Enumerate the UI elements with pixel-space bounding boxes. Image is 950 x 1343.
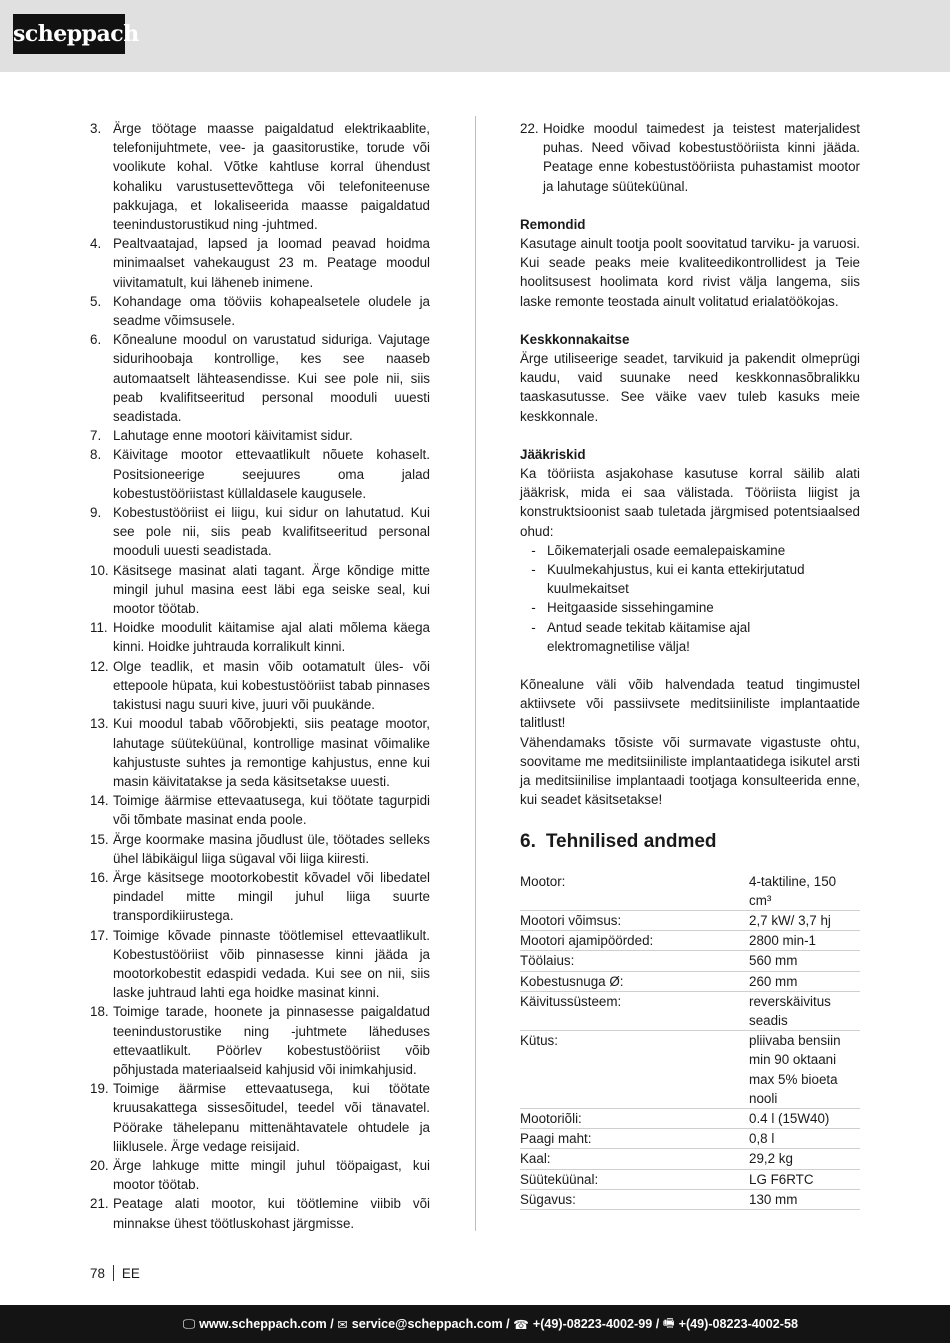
list-item [90,445,430,503]
fax-number: +(49)-08223-4002-58 [678,1317,798,1331]
list-item-text: Ärge käsitsege mootorkobestit kõvadel või libedatel pindadel mitte mingil juhul liiga suurte transpordikiirustega. [113,869,430,924]
phone-icon: ☎ [513,1317,529,1332]
implant-advice: Vähendamaks tõsiste või surmavate vigastuste ohtu, soovitame me meditsiiniliste implantaatidega isikutel arsti ja meditsiinilise implantaadi tootjaga konsulteerida enne, kui seadet käsitsetakse! [520,734,860,808]
spec-label: Kobestusnuga Ø: [520,971,749,991]
table-row [520,1129,860,1149]
spec-value: 130 mm [749,1189,860,1209]
list-item-text: Toimige äärmise ettevaatusega, kui töötate kruusakattega sissesõitudel, teedel või tänavatel. Pöörake tähelepanu mittenähtavatele ohtudele ja liiklusele. Ärge vedage reisijaid. [113,1081,430,1154]
list-item-number: 5. [90,293,102,309]
spec-label: Mootori võimsus: [520,910,749,930]
list-item-number: 8. [90,447,102,463]
list-item-number: 20. [90,1157,109,1173]
spec-label: Mootor: [520,872,749,911]
list-item [90,119,430,234]
list-item [90,561,430,619]
spec-label: Kütus: [520,1031,749,1109]
list-item-number: 6. [90,332,102,348]
page-number: 78 [90,1265,105,1281]
brand-logo: scheppach [13,14,125,54]
contact-bar [0,1305,950,1343]
table-row [520,971,860,991]
list-item [90,830,430,868]
table-row [520,910,860,930]
list-item [90,426,430,445]
environment-title: Keskkonnakaitse [520,331,630,347]
list-item-text: Toimige äärmise ettevaatusega, kui töötate tagurpidi või tõmbate masinat enda poole. [113,793,430,828]
spec-label: Mootoriõli: [520,1108,749,1128]
list-item-text: Heitgaaside sissehingamine [547,600,714,616]
spec-value: 4-taktiline, 150 cm³ [749,872,860,911]
table-row [520,1149,860,1169]
list-item: - Heitgaaside sissehingamine [520,598,860,617]
list-item-number: 16. [90,869,109,885]
spec-label: Paagi maht: [520,1129,749,1149]
list-item: - Antud seade tekitab käitamise ajal elektromagnetilise välja! [520,618,860,656]
list-item-text: Hoidke moodulit käitamise ajal alati mõlema käega kinni. Hoidke juhtrauda korralikult kinni. [113,620,430,655]
list-item-text: Pealtvaatajad, lapsed ja loomad peavad hoidma minimaalset vahekaugust 23 m. Peatage moodul viivitamatult, kui läheneb inimene. [113,236,430,290]
spec-label: Kaal: [520,1149,749,1169]
table-row [520,1108,860,1128]
table-row [520,1031,860,1109]
list-item-text: Lahutage enne mootori käivitamist sidur. [113,428,353,444]
list-item-number: 4. [90,236,102,252]
list-item [90,657,430,715]
list-item: - Kuulmekahjustus, kui ei kanta ettekirjutatud kuulmekaitset [520,560,860,598]
specs-table [520,872,860,1210]
right-column [520,119,860,1210]
list-item-number: 22. [520,121,539,136]
list-item [90,926,430,1003]
list-item [90,1079,430,1156]
language-code: EE [121,1265,140,1281]
list-item-number: 7. [90,428,102,444]
spec-value: reverskäivitus seadis [749,991,860,1030]
list-item-number: 18. [90,1004,109,1020]
list-item-number: 12. [90,658,109,674]
spec-label: Süüteküünal: [520,1169,749,1189]
spec-label: Sügavus: [520,1189,749,1209]
list-item-text: Ärge koormake masina jõudlust üle, töötades selleks ühel läbikäigul liiga sügaval või liiga kiiresti. [113,831,430,866]
list-item [90,868,430,926]
header-band [0,0,950,72]
spec-value: 260 mm [749,971,860,991]
list-item-number: 10. [90,562,109,578]
repairs-title: Remondid [520,216,586,232]
list-item-text: Kui moodul tabab võõrobjekti, siis peatage mootor, lahutage süüteküünal, kontrollige masinat võimalike kahjustuste suhtes ja remontige kahjustus, enne kui masin käivitatakse ja seda käsitsetakse uuesti. [113,716,430,789]
list-item-text: Käivitage mootor ettevaatlikult nõuete kohaselt. Positsioneerige seejuures oma jalad kobestustööriistast küllaldasele kaugusele. [113,447,430,501]
list-item [90,292,430,330]
list-item [90,1194,430,1232]
list-item-text: Kõnealune moodul on varustatud siduriga. Vajutage sidurihoobaja kontrollige, kes see naaseb automaatselt lähteasendisse. Kui see pole nii, siis peab kvalifitseeritud personal mooduli uuesti seadistada. [113,332,430,425]
list-item-text: Käsitsege masinat alati tagant. Ärge kõndige mitte mingil juhul masina eest läbi ega seiske seal, kui mootor töötab. [113,562,430,617]
list-item-number: 19. [90,1081,109,1097]
list-item-text: Olge teadlik, et masin võib ootamatult üles- või ettepoole hüpata, kui kobestustööriist tabab pinnases takistusi nagu suuri kive, juuri või puukände. [113,658,430,713]
residual-risks-text: Ka tööriista asjakohase kasutuse korral säilib alati jääkrisk, mida ei saa välistada. Tööriista liigist ja konstruktsioonist saab tuletada järgmised potentsiaalsed ohud: [520,466,860,539]
website-link[interactable]: www.scheppach.com / [199,1317,334,1331]
table-row [520,1169,860,1189]
spec-label: Käivitussüsteem: [520,991,749,1030]
column-divider [475,116,476,1231]
list-item [520,119,860,196]
list-item-number: 9. [90,505,102,521]
footer-separator [113,1265,114,1281]
list-item-number: 17. [90,927,109,943]
list-item-text: Hoidke moodul taimedest ja teistest materjalidest puhas. Need võivad kobestustööriista kinni jääda. Peatage enne kobestustööriista puhastamist mootor ja lahutage süüteküünal. [543,121,860,194]
list-item-text: Toimige tarade, hoonete ja pinnasesse paigaldatud teenindustorustike ning -juhtmete läheduses ettevaatlikult. Pöörlev kobestustööriist võib põhjustada materiaalseid kahjusid või inimkahjusid. [113,1004,430,1077]
spec-value: LG F6RTC [749,1169,860,1189]
fax-icon: 🖷 [662,1315,675,1330]
list-item [90,618,430,656]
list-item [90,330,430,426]
list-item-number: 13. [90,716,109,732]
list-item-number: 3. [90,121,102,136]
list-item: - Lõikematerjali osade eemalepaiskamine [520,541,860,560]
list-item [90,234,430,292]
spec-value: 2,7 kW/ 3,7 hj [749,910,860,930]
spec-value: 0.4 l (15W40) [749,1108,860,1128]
residual-risks-list [520,541,860,656]
spec-value: 29,2 kg [749,1149,860,1169]
spec-value: 0,8 l [749,1129,860,1149]
list-item-number: 11. [90,620,108,636]
table-row [520,991,860,1030]
list-item-text: Antud seade tekitab käitamise ajal elektromagnetilise välja! [547,619,751,654]
phone-number: +(49)-08223-4002-99 / [532,1317,660,1331]
list-item-text: Kobestustööriist ei liigu, kui sidur on lahutatud. Kui see pole nii, siis peab kvalifitseeritud personal mooduli uuesti seadistada. [113,505,430,559]
section-title: Tehnilised andmed [545,830,717,852]
spec-value: 2800 min-1 [749,931,860,951]
list-item [90,1156,430,1194]
list-item-number: 21. [90,1196,109,1212]
list-item-number: 15. [90,831,109,847]
email-link[interactable]: service@scheppach.com / [351,1317,510,1331]
section-heading [520,830,860,854]
list-item [90,503,430,561]
environment-text: Ärge utiliseerige seadet, tarvikuid ja pakendit olmeprügi kaudu, vaid suunake need keskkonnasõbralikku taaskasutusse. See väike vaev tuleb kasuks meie keskkonnale. [520,351,860,424]
page-footer [90,1265,140,1281]
list-item [90,1002,430,1079]
list-item-text: Peatage alati mootor, kui töötlemine viibib või minnakse ühest töötluskohast järgmisse. [113,1196,430,1231]
table-row [520,872,860,911]
monitor-icon: 🖵 [182,1316,196,1331]
table-row [520,931,860,951]
list-item-text: Toimige kõvade pinnaste töötlemisel ettevaatlikult. Kobestustööriist võib pinnasesse kinni jääda ja mootorkobestit edaspidi vedada. Kui see on nii, siis laske juhtraud lahti ega hoidke masinat kinni. [113,927,430,1001]
repairs-text: Kasutage ainult tootja poolt soovitatud tarviku- ja varuosi. Kui seade peaks meie kvaliteedikontrollidest ja Teie hoolitsusest hoolimata kord rivist välja langema, siis laske remonte teostada ainult volitatud erialatöökojas. [520,236,860,309]
list-item-text: Lõikematerjali osade eemalepaiskamine [547,542,786,558]
spec-label: Mootori ajamipöörded: [520,931,749,951]
list-item-text: Ärge lahkuge mitte mingil juhul tööpaigast, kui mootor töötab. [113,1157,430,1193]
left-column [90,119,430,1233]
list-item-text: Kohandage oma tööviis kohapealsetele oludele ja seadme võimsusele. [113,293,430,329]
list-item-text: Kuulmekahjustus, kui ei kanta ettekirjutatud kuulmekaitset [547,562,805,597]
list-item-number: 14. [90,793,109,809]
spec-label: Töölaius: [520,951,749,971]
section-number: 6. [520,830,536,852]
list-item-text: Ärge töötage maasse paigaldatud elektrikaablite, telefonijuhtmete, vee- ja gaasitorustike, torude või voolikute kohal. Võtke kahtluse korral ühendust kohaliku varustusettevõttega või telefoniteenuse pakkujaga, et lokaliseerida maasse paigaldatud teenindustorustikud ning -juhtmed. [113,121,430,233]
list-item [90,714,430,791]
table-row [520,951,860,971]
spec-value: pliivaba bensiin min 90 oktaani max 5% bioeta nooli [749,1031,860,1109]
mail-icon: ✉ [337,1317,348,1332]
spec-value: 560 mm [749,951,860,971]
residual-risks-title: Jääkriskid [520,446,586,462]
table-row [520,1189,860,1209]
implant-note: Kõnealune väli võib halvendada teatud tingimustel aktiivsete või passiivsete meditsiiniliste implantaatide talitlust! [520,677,860,731]
list-item [90,791,430,829]
